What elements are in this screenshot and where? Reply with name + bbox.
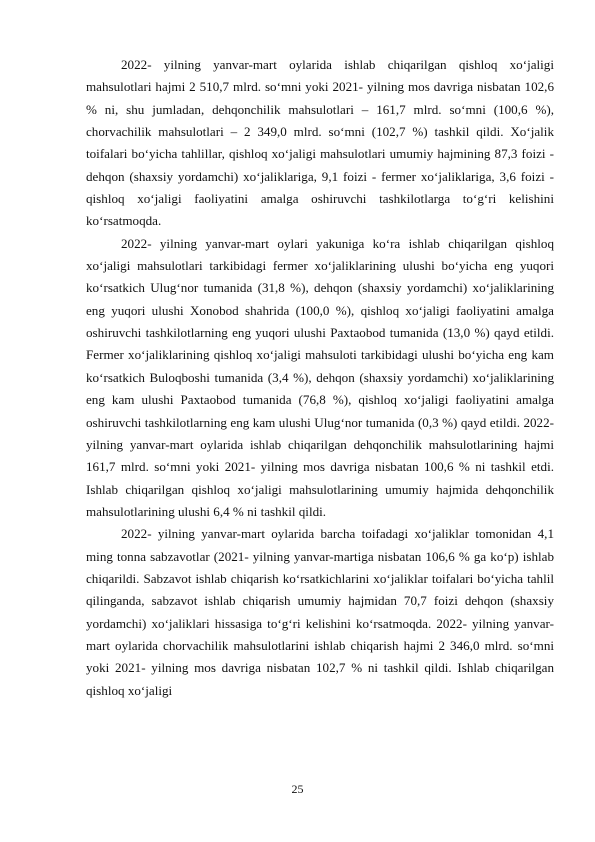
paragraph-farm-shares-by-district: 2022- yilning yanvar-mart oylari yakuniga ko‘ra ishlab chiqarilgan qishloq xo‘jaligi mahsulotlari tarkibidagi fermer xo‘jaliklarining ulushi bo‘yicha eng yuqori ko‘rsatkich Ulug‘nor tumanida (31,8 %), dehqon (shaxsiy yordamchi) xo‘jaliklarining eng yuqori ulushi Xonobod shahrida (100,0 %), qishloq xo‘jaligi faoliyatini amalga oshiruvchi tashkilotlarning eng yuqori ulushi Paxtaobod tumanida (13,0 %) qayd etildi. Fermer xo‘jaliklarining qishloq xo‘jaligi mahsuloti tarkibidagi ulushi bo‘yicha eng kam ko‘rsatkich Buloqboshi tumanida (3,4 %), dehqon (shaxsiy yordamchi) xo‘jaliklarining eng kam ulushi Paxtaobod tumanida (76,8 %), qishloq xo‘jaligi faoliyatini amalga oshiruvchi tashkilotlarning eng kam ulushi Ulug‘nor tumanida (0,3 %) qayd etildi. 2022- yilning yanvar-mart oylarida ishlab chiqarilgan dehqonchilik mahsulotlarining hajmi 161,7 mlrd. so‘mni yoki 2021- yilning mos davriga nisbatan 100,6 % ni tashkil etdi. Ishlab chiqarilgan qishloq xo‘jaligi mahsulotlarining umumiy hajmida dehqonchilik mahsulotlarining ulushi 6,4 % ni tashkil qildi. bbox=[86, 235, 554, 519]
page-number: 25 bbox=[291, 782, 304, 796]
paragraph-agri-output-volume: 2022- yilning yanvar-mart oylarida ishlab chiqarilgan qishloq xo‘jaligi mahsulotlari hajmi 2 510,7 mlrd. so‘mni yoki 2021- yilning mos davriga nisbatan 102,6 % ni, shu jumladan, dehqonchilik mahsulotlari – 161,7 mlrd. so‘mni (100,6 %), chorvachilik mahsulotlari – 2 349,0 mlrd. so‘mni (102,7 %) tashkil qildi. Xo‘jalik toifalari bo‘yicha tahlillar, qishloq xo‘jaligi mahsulotlari umumiy hajmining 87,3 foizi - dehqon (shaxsiy yordamchi) xo‘jaliklariga, 9,1 foizi - fermer xo‘jaliklariga, 3,6 foizi - qishloq xo‘jaligi faoliyatini amalga oshiruvchi tashkilotlarga to‘g‘ri kelishini ko‘rsatmoqda. bbox=[86, 57, 554, 229]
text-body bbox=[86, 54, 554, 702]
paragraph-vegetable-livestock-output: 2022- yilning yanvar-mart oylarida barcha toifadagi xo‘jaliklar tomonidan 4,1 ming tonna sabzavotlar (2021- yilning yanvar-martiga nisbatan 106,6 % ga ko‘p) ishlab chiqarildi. Sabzavot ishlab chiqarish ko‘rsatkichlarini xo‘jaliklar toifalari bo‘yicha tahlil qilinganda, sabzavot ishlab chiqarish umumiy hajmidan 70,7 foizi dehqon (shaxsiy yordamchi) xo‘jaliklari hissasiga to‘g‘ri kelishini ko‘rsatmoqda. 2022- yilning yanvar-mart oylarida chorvachilik mahsulotlarini ishlab chiqarish hajmi 2 346,0 mlrd. so‘mni yoki 2021- yilning mos davriga nisbatan 102,7 % ni tashkil qildi. Ishlab chiqarilgan qishloq xo‘jaligi bbox=[86, 526, 554, 698]
